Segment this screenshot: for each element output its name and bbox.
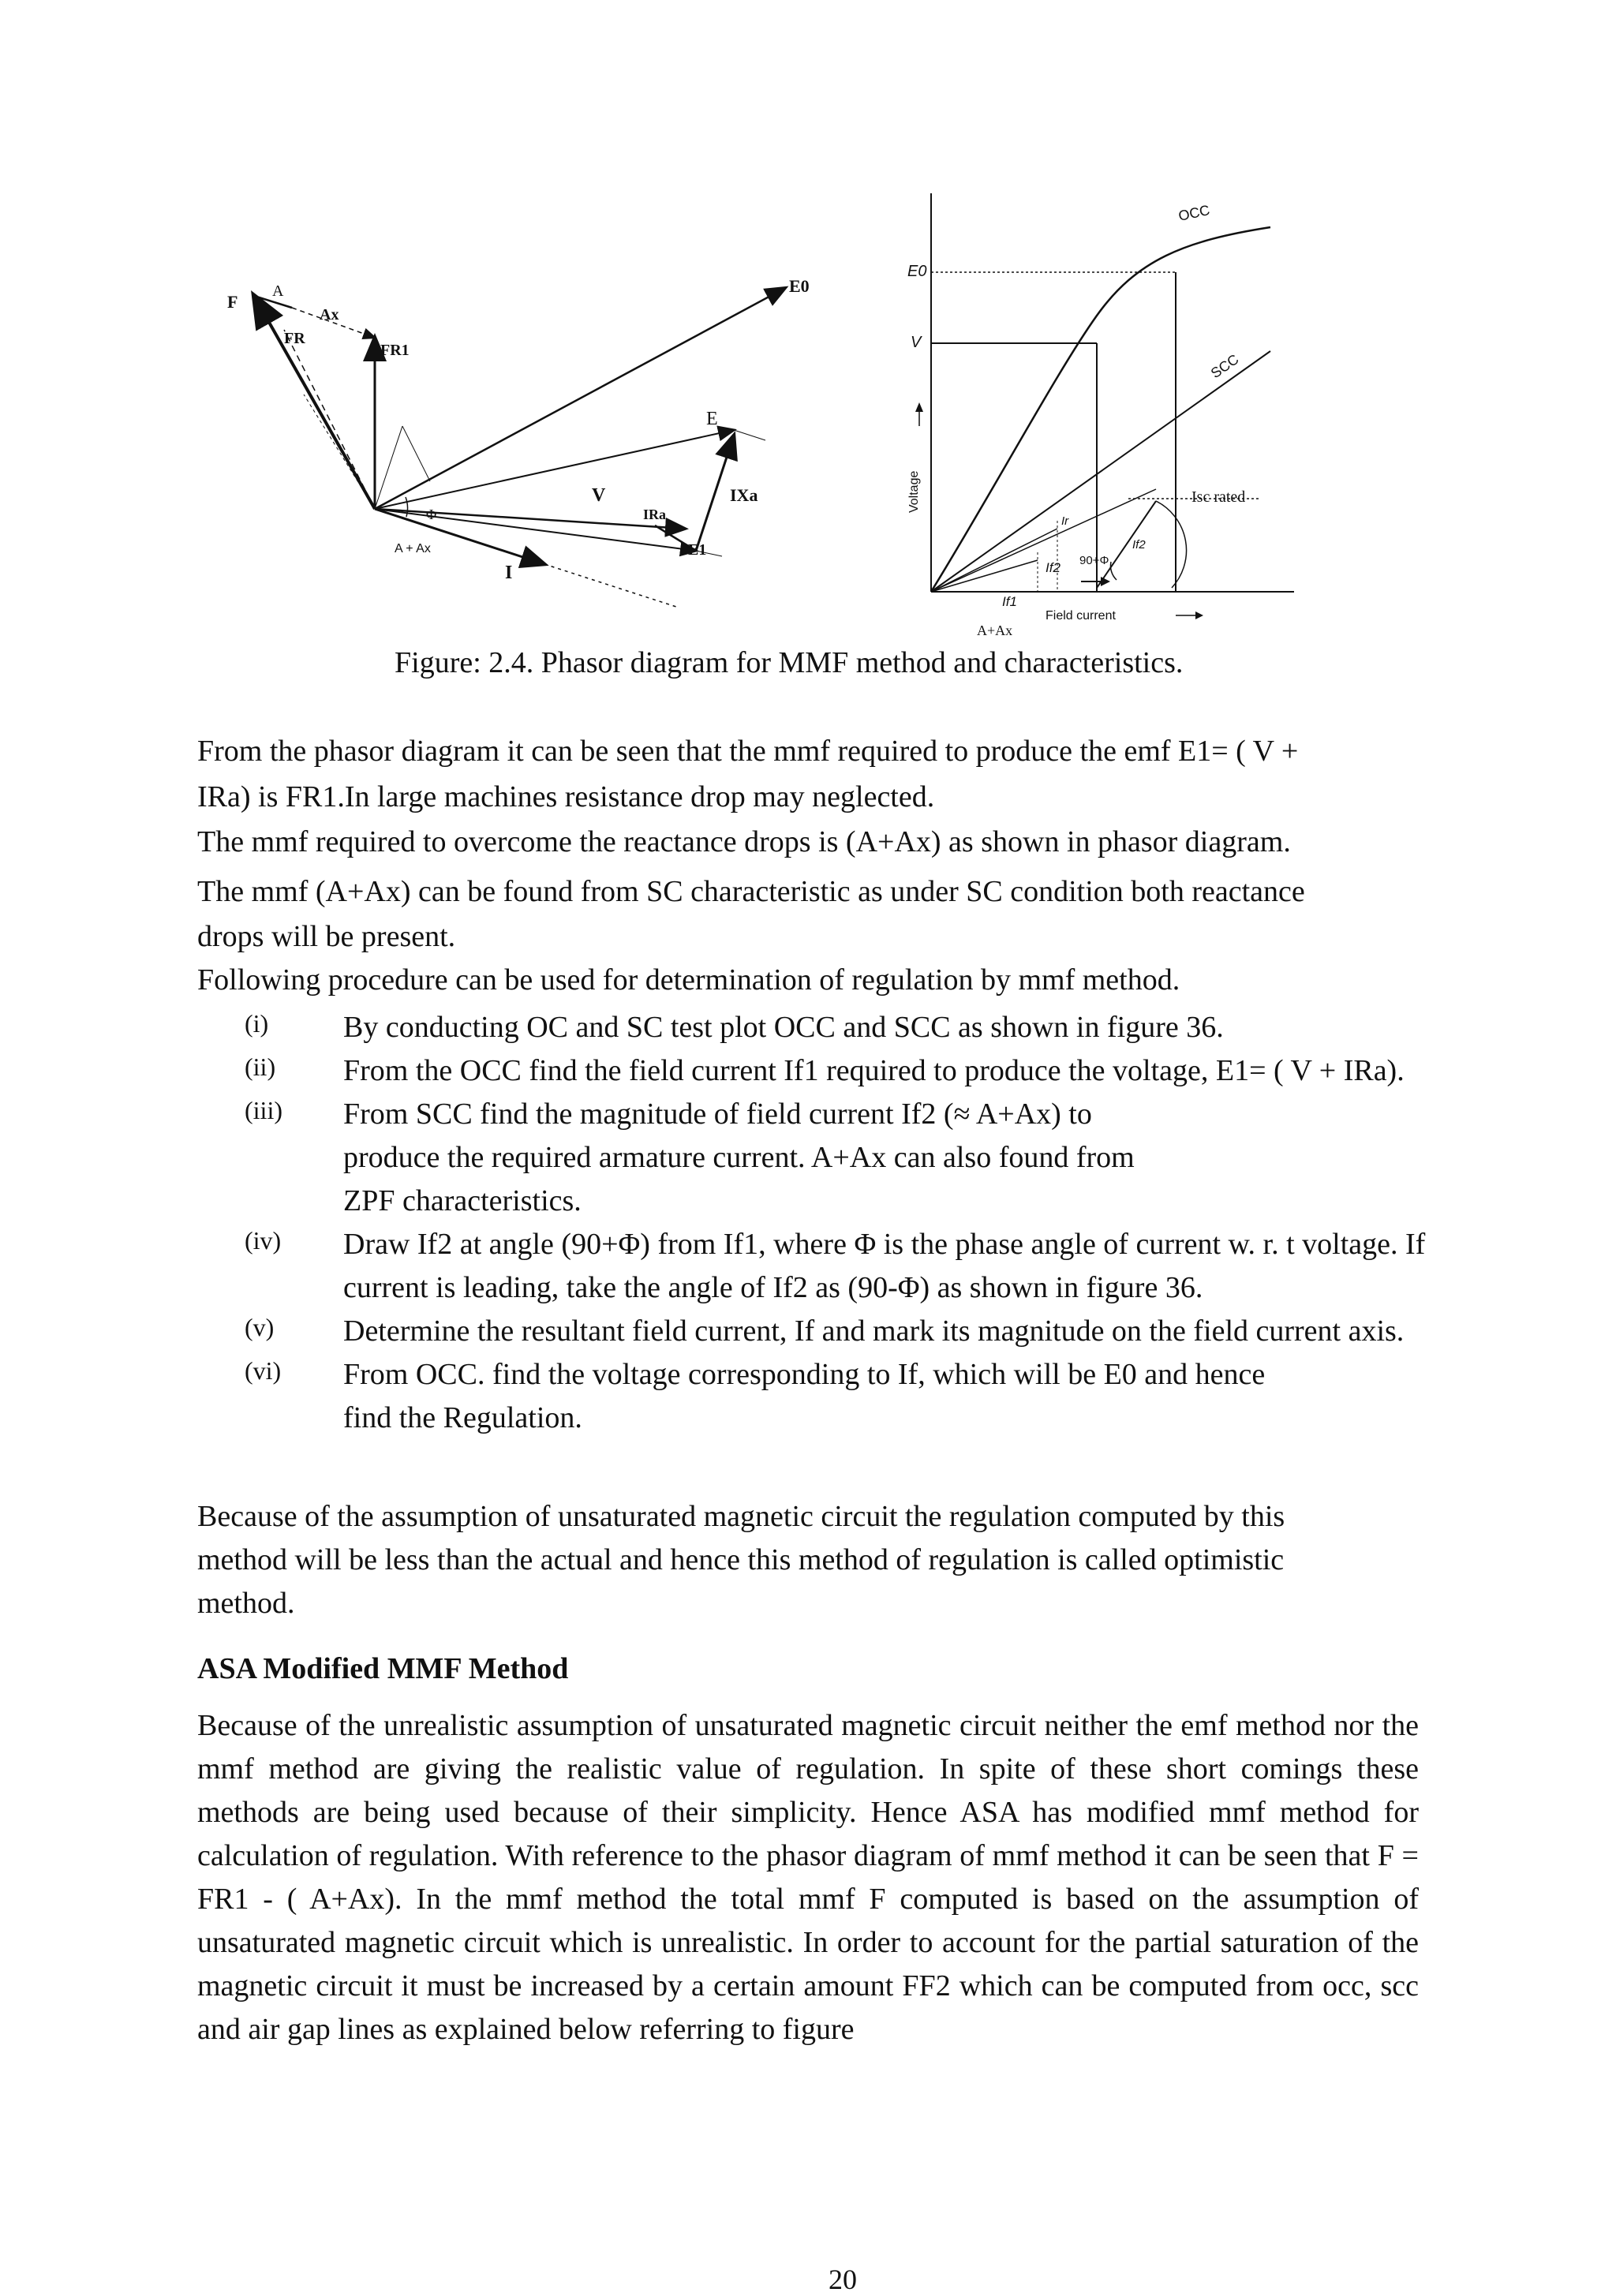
label-ir: Ir — [1061, 514, 1069, 528]
asa-paragraph: Because of the unrealistic assumption of unsaturated magnetic circuit neither the emf method nor the mmf method are giving the realistic value of regulation. In spite of these short comings these methods are being used because of their simplicity. Hence ASA has modified mmf method for calculation of regulation. With reference to the phasor diagram of mmf method it can be seen that F = FR1 - ( A+Ax). In the mmf method the total mmf F computed is based on the assumption of unsaturated magnetic circuit which is unrealistic. In order to account for the partial saturation of the magnetic circuit it must be increased by a certain amount FF2 which can be computed from occ, scc and air gap lines as explained below referring to figure — [197, 1709, 1419, 2046]
list-text: From SCC find the magnitude of field current If2 (≈ A+Ax) to produce the required armature current. A+Ax can also found from ZPF characteristics. — [343, 1098, 1135, 1217]
list-number: (v) — [245, 1313, 275, 1341]
list-item — [197, 1223, 1507, 1310]
label-a-plus-ax: A+Ax — [977, 623, 1013, 638]
page-number: 20 — [829, 2264, 857, 2295]
list-number: (vi) — [245, 1356, 282, 1385]
optimistic-paragraph: Because of the assumption of unsaturated magnetic circuit the regulation computed by this method will be less than the actual and hence this method of regulation is called optimistic method. — [197, 1500, 1285, 1620]
procedure-list — [197, 1006, 1507, 1440]
list-item — [197, 1006, 1507, 1049]
label-A-plus-Ax: A + Ax — [395, 542, 431, 555]
label-E0: E0 — [907, 263, 927, 280]
intro-line-2: IRa) is FR1.In large machines resistance drop may neglected. — [197, 780, 935, 813]
label-voltage: Voltage — [907, 470, 921, 513]
label-FR: FR — [284, 330, 305, 347]
label-FR1: FR1 — [380, 342, 410, 359]
list-number: (ii) — [245, 1053, 276, 1081]
intro-line-1: From the phasor diagram it can be seen that the mmf required to produce the emf E1= ( V + — [197, 735, 1299, 768]
label-angle: 90+Φ — [1079, 554, 1109, 567]
projection-dotted — [544, 564, 679, 608]
intro-line-3: The mmf required to overcome the reactance drops is (A+Ax) as shown in phasor diagram. — [197, 825, 1291, 858]
label-occ: OCC — [1176, 202, 1211, 224]
list-item — [197, 1093, 1507, 1223]
list-text: Determine the resultant field current, If and mark its magnitude on the field current axis. — [343, 1314, 1405, 1348]
label-scc: SCC — [1207, 351, 1242, 382]
phasor-diagram — [213, 268, 829, 608]
label-isc-rated: Isc rated — [1191, 488, 1246, 506]
label-E: E — [706, 409, 718, 429]
intro-line-4: The mmf (A+Ax) can be found from SC characteristic as under SC condition both reactance — [197, 875, 1305, 908]
vector-F — [254, 296, 375, 509]
list-text: By conducting OC and SC test plot OCC and SCC as shown in figure 36. — [343, 1011, 1224, 1044]
list-item — [197, 1353, 1507, 1440]
list-text: From the OCC find the field current If1 required to produce the voltage, E1= ( V + IRa). — [343, 1054, 1405, 1087]
label-If1: If1 — [1002, 594, 1017, 609]
intro-line-6: Following procedure can be used for determination of regulation by mmf method. — [197, 963, 1180, 997]
label-I: I — [505, 563, 513, 583]
section-heading: ASA Modified MMF Method — [197, 1652, 569, 1685]
vector-IXa — [696, 436, 734, 551]
label-V: V — [911, 334, 922, 351]
list-number: (i) — [245, 1009, 269, 1038]
list-item — [197, 1049, 1507, 1093]
label-F: F — [227, 292, 238, 312]
figure-caption: Figure: 2.4. Phasor diagram for MMF method and characteristics. — [395, 646, 1184, 679]
label-field-current: Field current — [1046, 609, 1116, 623]
vector-E — [375, 430, 734, 509]
vector-E0 — [375, 288, 785, 509]
label-E0: E0 — [789, 276, 810, 296]
label-If2: If2 — [1046, 560, 1060, 575]
list-text: Draw If2 at angle (90+Φ) from If1, where Φ is the phase angle of current w. r. t voltage. If current is leading, take the angle of If2 as (90-Φ) as shown in figure 36. — [343, 1228, 1426, 1304]
label-IRa: IRa — [643, 507, 667, 522]
list-number: (iv) — [245, 1226, 282, 1255]
label-A: A — [272, 282, 284, 300]
list-number: (iii) — [245, 1096, 282, 1124]
list-text: From OCC. find the voltage corresponding to If, which will be E0 and hence find the Regulation. — [343, 1358, 1266, 1434]
occ-curve — [931, 227, 1270, 592]
label-V: V — [592, 485, 606, 506]
label-E1: E1 — [688, 541, 707, 559]
occ-scc-characteristics — [900, 189, 1310, 639]
vector-V — [375, 509, 685, 529]
list-item — [197, 1310, 1507, 1353]
intro-line-5: drops will be present. — [197, 920, 456, 953]
label-If2-b: If2 — [1132, 538, 1146, 552]
label-IXa: IXa — [730, 485, 758, 505]
label-phi: Φ — [426, 507, 437, 522]
label-Ax: Ax — [320, 306, 339, 323]
